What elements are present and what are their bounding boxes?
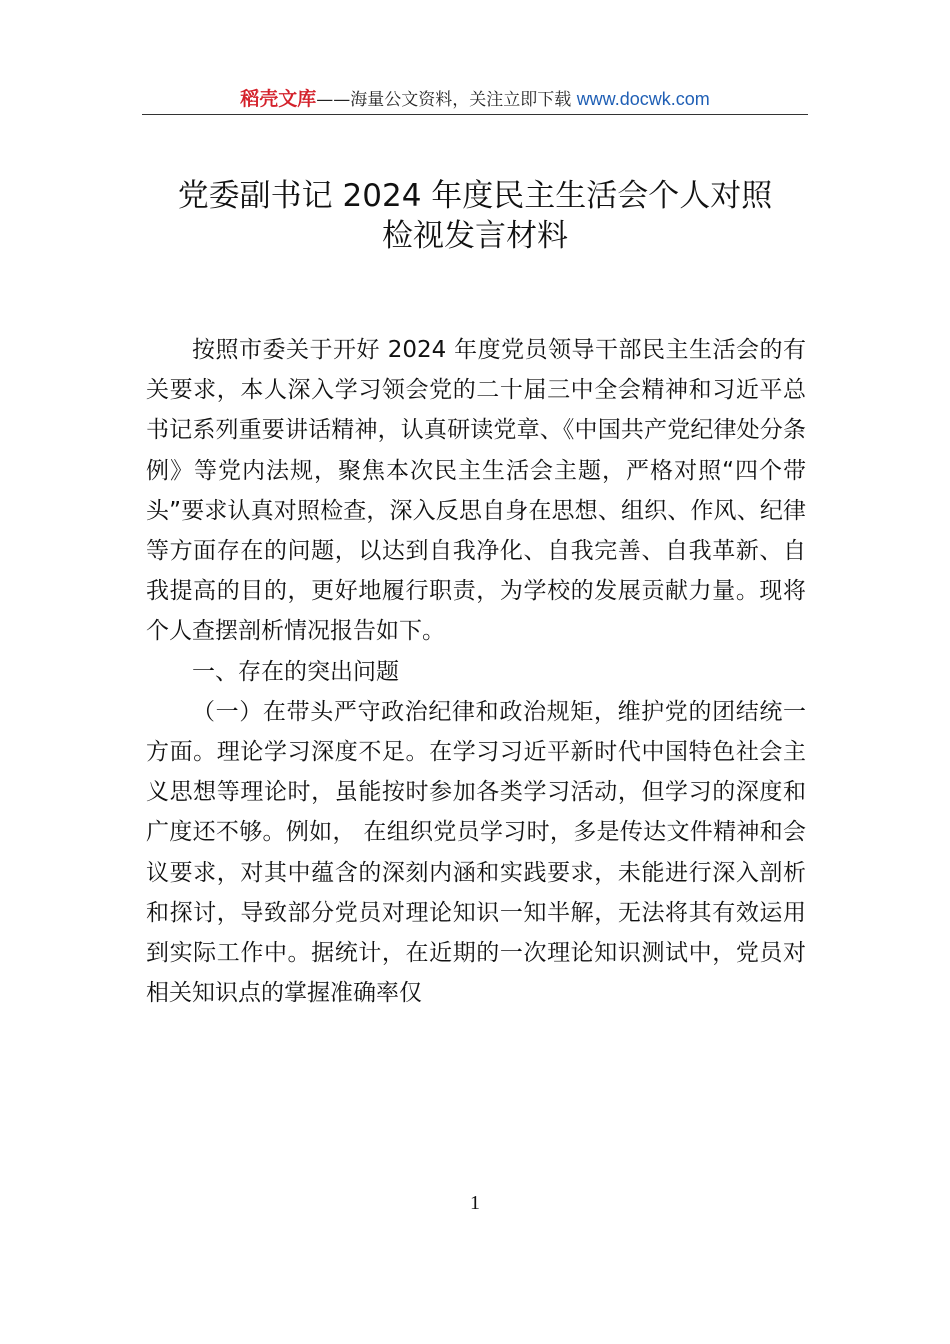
title-line-1: 党委副书记 2024 年度民主生活会个人对照	[177, 178, 773, 214]
title-line-2: 检视发言材料	[382, 218, 568, 254]
header-divider	[142, 114, 808, 115]
intro-paragraph: 按照市委关于开好 2024 年度党员领导干部民主生活会的有关要求，本人深入学习领会党的二十届三中全会精神和习近平总书记系列重要讲话精神，认真研读党章、《中国共产党纪律处分条例》等党内法规，聚焦本次民主生活会主题，严格对照“四个带头”要求认真对照检查，深入反思自身在思想、组织、作风、纪律等方面存在的问题，以达到自我净化、自我完善、自我革新、自我提高的目的，更好地履行职责，为学校的发展贡献力量。现将个人查摆剖析情况报告如下。	[146, 337, 806, 645]
page-number: 1	[470, 1192, 480, 1214]
section-heading: 一、存在的突出问题	[192, 658, 399, 685]
brand-name: 稻壳文库	[240, 88, 317, 110]
site-link[interactable]: www.docwk.com	[576, 89, 710, 109]
document-title	[130, 176, 820, 256]
document-header	[142, 84, 808, 114]
document-body	[146, 330, 806, 1013]
subsection-paragraph: （一）在带头严守政治纪律和政治规矩，维护党的团结统一方面。理论学习深度不足。在学习习近平新时代中国特色社会主义思想等理论时，虽能按时参加各类学习活动，但学习的深度和广度还不够。例如， 在组织党员学习时，多是传达文件精神和会议要求，对其中蕴含的深刻内涵和实践要求，未能进行深入剖析和探讨，导致部分党员对理论知识一知半解，无法将其有效运用到实际工作中。据统计，在近期的一次理论知识测试中，党员对相关知识点的掌握准确率仅	[146, 698, 806, 1007]
header-tagline: ——海量公文资料，关注立即下载	[316, 90, 572, 110]
